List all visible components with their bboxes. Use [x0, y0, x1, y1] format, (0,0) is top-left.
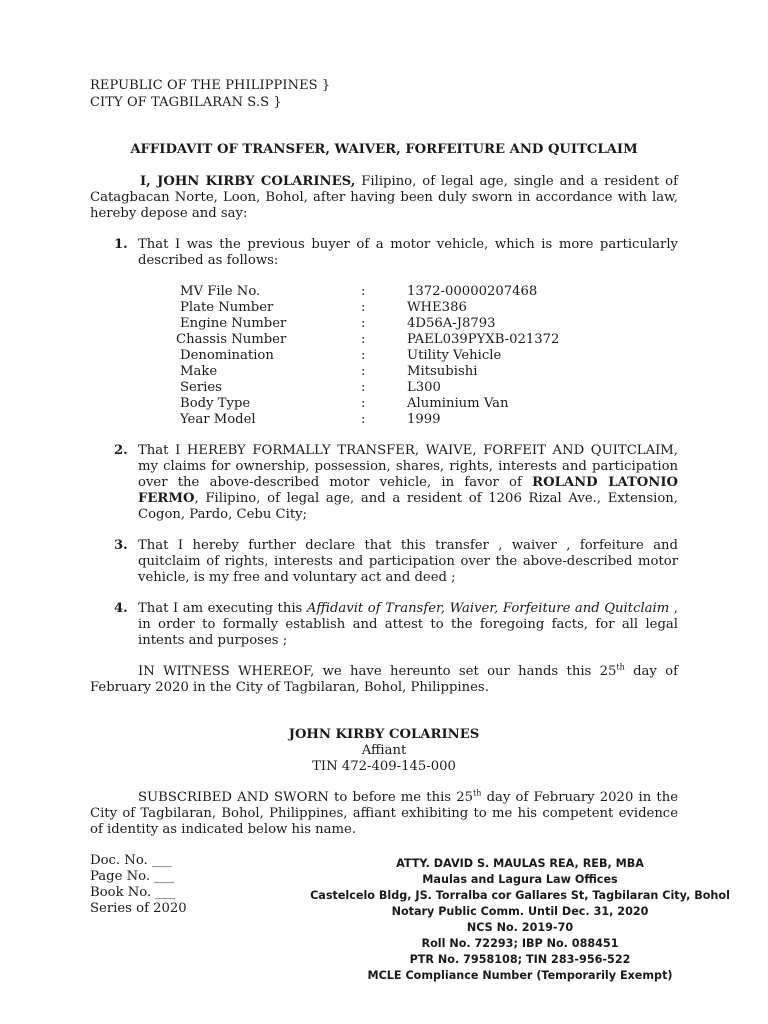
- subscribed-text-a: SUBSCRIBED AND SWORN to before me this 25: [138, 790, 474, 805]
- notary-roll: Roll No. 72293; IBP No. 088451: [421, 937, 619, 950]
- header-city: CITY OF TAGBILARAN S.S }: [90, 95, 282, 110]
- vehicle-label: Series: [180, 380, 222, 395]
- vehicle-colon: :: [361, 412, 366, 427]
- vehicle-value: Aluminium Van: [407, 396, 509, 411]
- vehicle-colon: :: [361, 348, 366, 363]
- vehicle-label: Engine Number: [180, 316, 287, 331]
- affiant-name-intro: I, JOHN KIRBY COLARINES,: [140, 174, 356, 189]
- notary-ptr: PTR No. 7958108; TIN 283-956-522: [409, 953, 631, 966]
- vehicle-colon: :: [361, 300, 366, 315]
- transferee-name: ROLAND LATONIO FERMO: [138, 475, 679, 506]
- intro-paragraph: [90, 174, 678, 222]
- item-1-number: 1.: [114, 237, 128, 252]
- subscribed-ordinal: th: [473, 788, 482, 798]
- vehicle-value: PAEL039PYXB-021372: [407, 332, 560, 347]
- vehicle-colon: :: [361, 364, 366, 379]
- item-2-number: 2.: [114, 443, 128, 458]
- vehicle-value: WHE386: [407, 300, 467, 315]
- vehicle-label: Chassis Number: [176, 332, 287, 347]
- notary-office: Maulas and Lagura Law Offices: [422, 873, 618, 886]
- vehicle-label: Make: [180, 364, 218, 379]
- vehicle-value: 4D56A-J8793: [407, 316, 496, 331]
- doc-number: Doc. No. ___: [90, 853, 172, 868]
- vehicle-value: 1372-00000207468: [407, 284, 538, 299]
- notary-name: ATTY. DAVID S. MAULAS REA, REB, MBA: [396, 857, 644, 870]
- vehicle-label: MV File No.: [180, 284, 261, 299]
- item-4-text-a: That I am executing this: [138, 601, 307, 616]
- vehicle-label: Plate Number: [180, 300, 274, 315]
- subscribed-paragraph: [90, 790, 678, 838]
- item-1-text: That I was the previous buyer of a motor vehicle, which is more particularly described as follows:: [138, 237, 678, 268]
- affiant-tin: TIN 472-409-145-000: [312, 759, 456, 774]
- item-2-text: [138, 443, 678, 523]
- item-4-text-b: , in order to formally establish and attest to the foregoing facts, for all legal intents and purposes ;: [138, 601, 678, 648]
- witness-text-a: IN WITNESS WHEREOF, we have hereunto set our hands this 25: [138, 664, 617, 679]
- vehicle-colon: :: [361, 316, 366, 331]
- item-2-text-a: That I HEREBY FORMALLY TRANSFER, WAIVE, FORFEIT AND QUITCLAIM, my claims for ownership, possession, shares, rights, interests and participation over the above-described motor vehicle, in favor of: [138, 443, 678, 490]
- notary-commission: Notary Public Comm. Until Dec. 31, 2020: [391, 905, 649, 918]
- item-3-number: 3.: [114, 538, 128, 553]
- affiant-name: JOHN KIRBY COLARINES: [288, 727, 480, 742]
- vehicle-value: 1999: [407, 412, 441, 427]
- vehicle-colon: :: [361, 396, 366, 411]
- witness-ordinal: th: [616, 662, 625, 672]
- document-title: AFFIDAVIT OF TRANSFER, WAIVER, FORFEITURE AND QUITCLAIM: [130, 142, 638, 157]
- vehicle-label: Year Model: [180, 412, 256, 427]
- item-4-number: 4.: [114, 601, 128, 616]
- affiant-role: Affiant: [361, 743, 407, 758]
- vehicle-colon: :: [361, 284, 366, 299]
- notary-ncs: NCS No. 2019-70: [466, 921, 574, 934]
- vehicle-colon: :: [361, 380, 366, 395]
- notary-address: Castelcelo Bldg, JS. Torralba cor Gallares St, Tagbilaran City, Bohol: [310, 889, 730, 902]
- subscribed-text-b: day of February 2020 in the City of Tagbilaran, Bohol, Philippines, affiant exhibiting to me his competent evidence of identity as indicated below his name.: [90, 790, 679, 837]
- vehicle-value: L300: [407, 380, 441, 395]
- book-number: Book No. ___: [90, 885, 176, 900]
- page-number: Page No. ___: [90, 869, 174, 884]
- header-republic: REPUBLIC OF THE PHILIPPINES }: [90, 78, 331, 93]
- witness-text-b: day of February 2020 in the City of Tagbilaran, Bohol, Philippines.: [90, 664, 678, 695]
- intro-text: Filipino, of legal age, single and a resident of Catagbacan Norte, Loon, Bohol, after having been duly sworn in accordance with law, hereby depose and say:: [90, 174, 678, 221]
- vehicle-value: Mitsubishi: [407, 364, 478, 379]
- item-4-text: [138, 601, 678, 649]
- vehicle-colon: :: [361, 332, 366, 347]
- series-year: Series of 2020: [90, 901, 187, 916]
- vehicle-label: Body Type: [180, 396, 251, 411]
- affidavit-title-italic: Affidavit of Transfer, Waiver, Forfeiture and Quitclaim: [306, 601, 670, 616]
- vehicle-label: Denomination: [180, 348, 274, 363]
- vehicle-value: Utility Vehicle: [407, 348, 502, 363]
- witness-paragraph: [90, 664, 678, 696]
- item-3-text: That I hereby further declare that this transfer , waiver , forfeiture and quitclaim of rights, interests and participation over the above-described motor vehicle, is my free and voluntary act and deed ;: [138, 538, 678, 585]
- item-2-text-b: , Filipino, of legal age, and a resident of 1206 Rizal Ave., Extension, Cogon, Pardo, Cebu City;: [138, 491, 678, 522]
- notary-mcle: MCLE Compliance Number (Temporarily Exempt): [367, 969, 673, 982]
